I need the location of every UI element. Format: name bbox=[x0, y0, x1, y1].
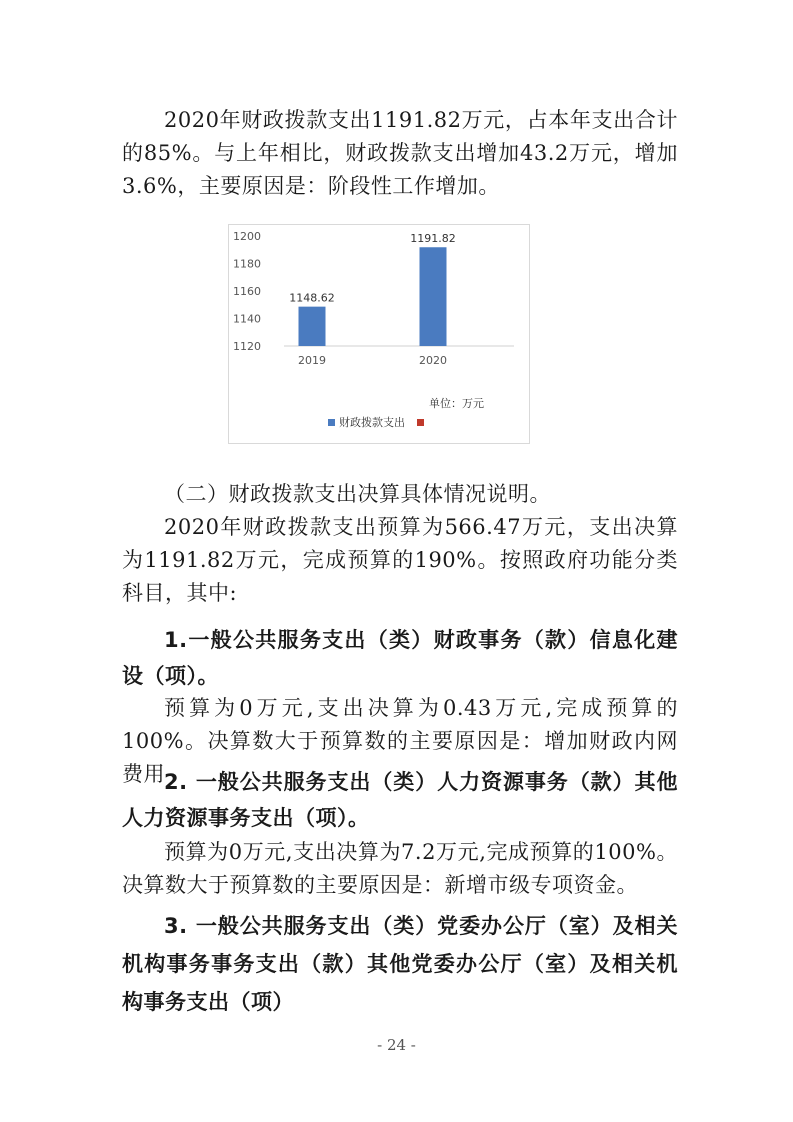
heading-item-3: 3. 一般公共服务支出（类）党委办公厅（室）及相关机构事务事务支出（款）其他党委办公厅（室）及相关机构事务支出（项） bbox=[122, 914, 678, 1014]
spending-bar-chart bbox=[228, 224, 530, 444]
paragraph-budget-overview: 2020年财政拨款支出预算为566.47万元，支出决算为1191.82万元，完成预算的190%。按照政府功能分类科目，其中: bbox=[122, 515, 678, 605]
heading-item-2: 2. 一般公共服务支出（类）人力资源事务（款）其他人力资源事务支出（项）。 bbox=[122, 770, 678, 830]
legend-swatch-blue bbox=[328, 419, 335, 426]
legend-swatch-red bbox=[417, 419, 424, 426]
bar-2019 bbox=[299, 307, 326, 346]
y-tick-label: 1200 bbox=[233, 230, 261, 243]
legend-label: 财政拨款支出 bbox=[339, 416, 405, 429]
page-number: - 24 - bbox=[377, 1036, 416, 1054]
y-tick-label: 1140 bbox=[233, 312, 261, 326]
bar-2020 bbox=[420, 247, 447, 346]
y-tick-label: 1180 bbox=[233, 257, 261, 271]
heading-item-1: 1.一般公共服务支出（类）财政事务（款）信息化建设（项）。 bbox=[122, 628, 678, 688]
data-label: 1191.82 bbox=[410, 232, 456, 246]
y-tick-label: 1160 bbox=[233, 285, 261, 298]
paragraph-item-1: 预算为0万元,支出决算为0.43万元,完成预算的100%。决算数大于预算数的主要原因是：增加财政内网费用 bbox=[122, 696, 678, 786]
paragraph-section-title: （二）财政拨款支出决算具体情况说明。 bbox=[164, 482, 551, 506]
y-tick-label: 1120 bbox=[233, 340, 261, 353]
unit-note: 单位：万元 bbox=[429, 397, 484, 410]
chart-canvas bbox=[229, 225, 529, 443]
paragraph-spending-summary: 2020年财政拨款支出1191.82万元，占本年支出合计的85%。与上年相比，财政拨款支出增加43.2万元，增加3.6%，主要原因是：阶段性工作增加。 bbox=[122, 108, 678, 198]
x-tick-label: 2019 bbox=[298, 354, 326, 367]
data-label: 1148.62 bbox=[289, 291, 335, 305]
x-tick-label: 2020 bbox=[419, 354, 447, 367]
paragraph-item-2: 预算为0万元,支出决算为7.2万元,完成预算的100%。决算数大于预算数的主要原因是：新增市级专项资金。 bbox=[122, 840, 678, 897]
